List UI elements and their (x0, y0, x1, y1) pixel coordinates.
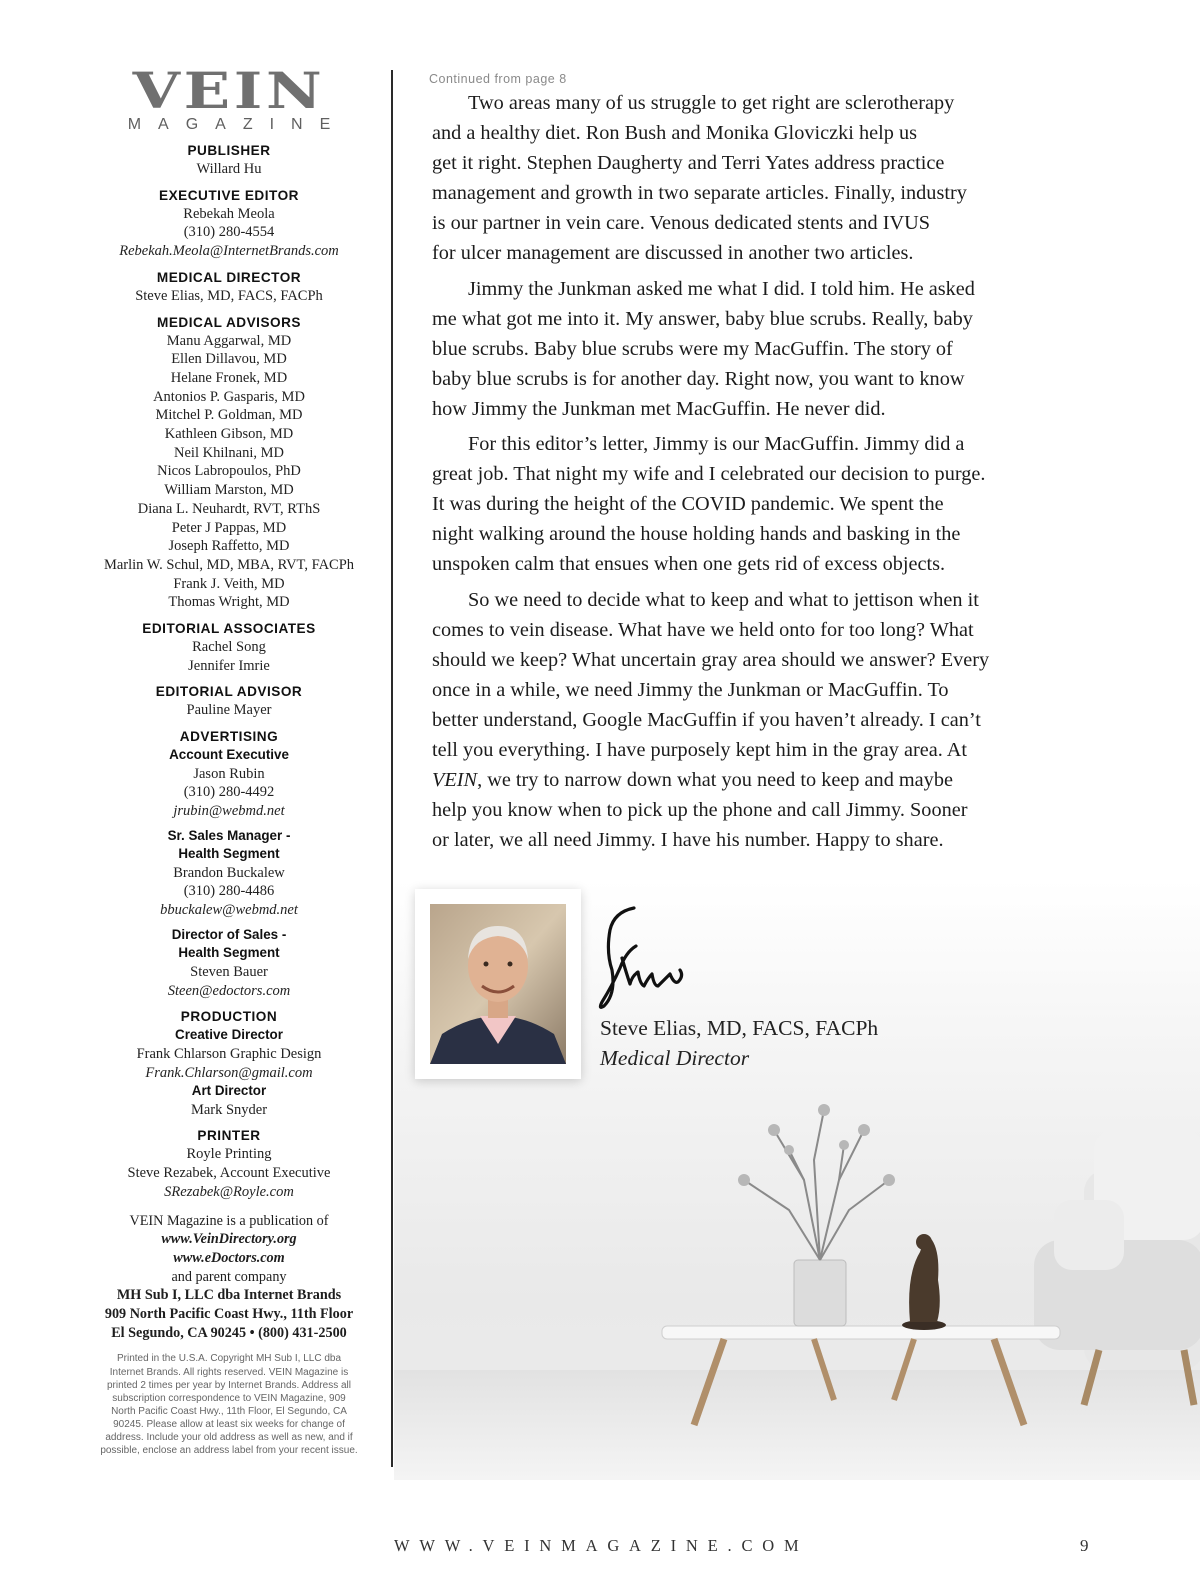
editorial-advisor-section (96, 683, 362, 720)
text-line: should we keep? What uncertain gray area should we answer? Every (432, 648, 990, 671)
falcon-statue (902, 1234, 946, 1330)
section-heading: EDITORIAL ADVISOR (155, 684, 303, 700)
staff-line: Willard Hu (196, 161, 262, 177)
text-line: is our partner in vein care. Venous dedicated stents and IVUS (432, 212, 931, 235)
advisor-line: Peter J Pappas, MD (171, 519, 287, 536)
text-line: night walking around the house holding hands and basking in the (432, 523, 961, 546)
text-line: baby blue scrubs is for another day. Right now, you want to know (432, 367, 965, 390)
staff-phone: (310) 280-4486 (183, 883, 275, 900)
advisor-line: Mitchel P. Goldman, MD (155, 407, 303, 424)
advisor-line: Neil Khilnani, MD (174, 444, 284, 461)
staff-line: Rachel Song (192, 639, 266, 656)
text-line: It was during the height of the COVID pandemic. We spent the (432, 493, 944, 516)
publication-url-link[interactable]: www.eDoctors.com (173, 1249, 285, 1266)
staff-line: Pauline Mayer (186, 702, 272, 719)
editor-letter (429, 70, 1032, 860)
text-line: management and growth in two separate articles. Finally, industry (432, 182, 967, 205)
staff-phone: (310) 280-4492 (183, 784, 275, 801)
advisor-line: Nicos Labropoulos, PhD (157, 463, 301, 480)
text-line: For this editor’s letter, Jimmy is our MacGuffin. Jimmy did a (468, 433, 965, 456)
staff-line: Rebekah Meola (183, 205, 275, 222)
page-number: 9 (1080, 1536, 1089, 1555)
staff-email[interactable]: jrubin@webmd.net (173, 803, 285, 820)
text-line: me what got me into it. My answer, baby blue scrubs. Really, baby (432, 307, 973, 330)
role-heading: Creative Director (175, 1027, 283, 1043)
text-line: and a healthy diet. Ron Bush and Monika Gloviczki help us (432, 122, 917, 145)
section-heading: EDITORIAL ASSOCIATES (142, 621, 316, 637)
role-heading: Health Segment (178, 846, 280, 862)
staff-email[interactable]: Steen@edoctors.com (167, 982, 291, 999)
section-heading: ADVERTISING (179, 729, 279, 745)
staff-line: Brandon Buckalew (173, 864, 285, 881)
author-photo-frame (415, 889, 581, 1079)
paragraph-3 (432, 429, 1032, 579)
advertising-section (96, 728, 362, 1000)
footer-website-link[interactable]: WWW.VEINMAGAZINE.COM (394, 1536, 809, 1555)
text-line: for ulcer management are discussed in another two articles. (432, 242, 914, 265)
role-heading: Health Segment (178, 945, 280, 961)
section-heading: PUBLISHER (187, 143, 271, 158)
sofa-shape (1034, 1130, 1200, 1405)
staff-email[interactable]: Frank.Chlarson@gmail.com (145, 1064, 313, 1081)
section-heading: MEDICAL DIRECTOR (156, 269, 302, 285)
staff-line: Mark Snyder (190, 1101, 268, 1118)
paragraph-2 (432, 274, 1032, 424)
advisor-line: Diana L. Neuhardt, RVT, RThS (137, 500, 321, 517)
handwritten-signature (596, 902, 692, 1014)
section-heading: MEDICAL ADVISORS (157, 314, 301, 330)
column-divider (391, 70, 393, 1467)
editorial-associates-section (96, 620, 362, 675)
role-heading: Account Executive (169, 747, 289, 763)
advisor-line: Ellen Dillavou, MD (171, 351, 287, 368)
advisor-line: Frank J. Veith, MD (173, 575, 285, 592)
publication-address: 909 North Pacific Coast Hwy., 11th Floor (104, 1306, 354, 1323)
staff-line: Steve Rezabek, Account Executive (127, 1165, 331, 1182)
advisor-line: Thomas Wright, MD (168, 594, 290, 611)
text-line: or later, we all need Jimmy. I have his number. Happy to share. (432, 829, 944, 852)
magazine-name-italic: VEIN (432, 769, 478, 792)
role-heading: Art Director (191, 1083, 267, 1099)
role-heading: Sr. Sales Manager - (167, 827, 291, 843)
publisher-section (96, 142, 362, 179)
text-line: Jimmy the Junkman asked me what I did. I told him. He asked (468, 277, 975, 300)
text-line: comes to vein disease. What have we held onto for too long? What (432, 618, 974, 641)
text-line (432, 765, 1032, 795)
section-heading: PRINTER (197, 1128, 261, 1144)
production-section (96, 1008, 362, 1119)
signer-title: Medical Director (600, 1046, 750, 1070)
publication-line: and parent company (171, 1268, 287, 1285)
author-portrait (430, 904, 566, 1064)
staff-email[interactable]: Rebekah.Meola@InternetBrands.com (119, 243, 339, 260)
text-line: great job. That night my wife and I celebrated our decision to purge. (432, 463, 986, 486)
medical-advisors-section (96, 314, 362, 613)
printer-section (96, 1127, 362, 1201)
text-line: help you know when to pick up the phone and call Jimmy. Sooner (432, 799, 968, 822)
staff-line: Steven Bauer (190, 963, 268, 980)
advisor-line: William Marston, MD (164, 482, 294, 499)
vase-with-branches (738, 1104, 895, 1326)
section-heading: EXECUTIVE EDITOR (159, 187, 299, 203)
staff-phone: (310) 280-4554 (183, 224, 275, 241)
role-heading: Director of Sales - (171, 926, 287, 942)
text-line: once in a while, we need Jimmy the Junkman or MacGuffin. To (432, 678, 949, 701)
section-heading: PRODUCTION (180, 1009, 278, 1025)
staff-line: Frank Chlarson Graphic Design (136, 1045, 322, 1062)
text-line: Two areas many of us struggle to get right are sclerotherapy (468, 92, 955, 114)
publication-note (96, 1212, 362, 1343)
advisor-line: Marlin W. Schul, MD, MBA, RVT, FACPh (103, 556, 355, 573)
signer-name: Steve Elias, MD, FACS, FACPh (600, 1016, 879, 1040)
executive-editor-section (96, 187, 362, 261)
masthead-column (96, 61, 362, 1457)
text-line: unspoken calm that ensues when one gets rid of excess objects. (432, 553, 946, 576)
vein-logo: VEIN (132, 61, 326, 120)
text-line: tell you everything. I have purposely kept him in the gray area. At (432, 738, 968, 761)
copyright-fine-print: Printed in the U.S.A. Copyright MH Sub I, LLC dba Internet Brands. All rights reserved. VEIN Magazine is printed 2 times per year by Internet Brands. Address all subscription correspondence to VEIN Magazine, 909 North Pacific Coast Hwy., 11th Floor, El Segundo, CA 90245. Please allow at least six weeks for change of address. Include your old address as well as new, and if possible, enclose an address label from your recent issue. (100, 1353, 358, 1457)
paragraph-4 (432, 585, 1032, 856)
text-line: better understand, Google MacGuffin if you haven’t already. I can’t (432, 708, 981, 731)
publication-url-link[interactable]: www.VeinDirectory.org (161, 1231, 297, 1248)
advisor-line: Kathleen Gibson, MD (164, 426, 294, 443)
staff-line: Jennifer Imrie (188, 657, 270, 674)
text-line: So we need to decide what to keep and what to jettison when it (468, 588, 979, 611)
staff-line: Steve Elias, MD, FACS, FACPh (135, 287, 323, 304)
publication-address: El Segundo, CA 90245 • (800) 431-2500 (111, 1324, 347, 1341)
text-fragment: , we try to narrow down what you need to keep and maybe (477, 769, 953, 792)
text-line: get it right. Stephen Daugherty and Terri Yates address practice (432, 152, 945, 175)
staff-line: Royle Printing (186, 1146, 272, 1163)
medical-director-section (96, 269, 362, 306)
staff-email[interactable]: SRezabek@Royle.com (164, 1183, 294, 1200)
staff-email[interactable]: bbuckalew@webmd.net (160, 902, 298, 919)
publication-line: MH Sub I, LLC dba Internet Brands (116, 1287, 342, 1304)
vein-logo-subtitle: MAGAZINE (127, 116, 348, 133)
paragraph-1 (432, 88, 1032, 269)
advisor-line: Antonios P. Gasparis, MD (153, 388, 305, 405)
advisor-line: Joseph Raffetto, MD (168, 538, 290, 555)
advisor-line: Helane Fronek, MD (170, 369, 288, 386)
advisor-line: Manu Aggarwal, MD (166, 332, 292, 349)
continued-from-label: Continued from page 8 (429, 72, 567, 86)
publication-line: VEIN Magazine is a publication of (129, 1212, 329, 1229)
staff-line: Jason Rubin (193, 765, 265, 782)
text-line: how Jimmy the Junkman met MacGuffin. He never did. (432, 397, 886, 420)
text-line: blue scrubs. Baby blue scrubs were my MacGuffin. The story of (432, 337, 953, 360)
